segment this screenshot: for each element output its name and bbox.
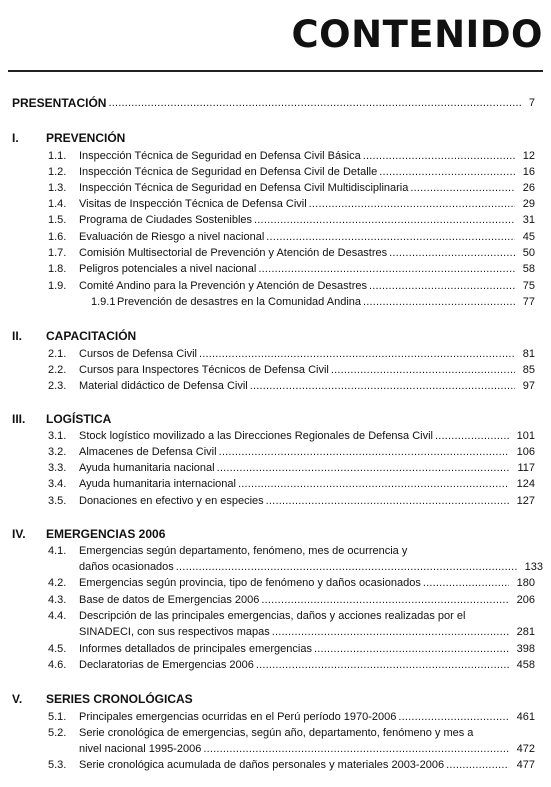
toc-entry-number: 1.5.: [48, 214, 67, 226]
toc-entry-title: Almacenes de Defensa Civil: [79, 446, 217, 458]
toc-entry-title: Serie cronológica acumulada de daños personales y materiales 2003-2006: [79, 759, 445, 771]
toc-entry-title-line: [79, 477, 511, 491]
toc-entry-title-line: [79, 609, 465, 623]
dot-leader: [219, 445, 509, 459]
dot-leader: [266, 230, 515, 244]
toc-entry-title-line: [12, 96, 523, 110]
dot-leader: [108, 96, 521, 110]
toc-entry-number: 3.2.: [48, 446, 67, 458]
toc-entry-title-line: [79, 429, 511, 443]
toc-page-number: 81: [522, 348, 535, 360]
toc-entry-number: 5.2.: [48, 727, 67, 739]
toc-entry-title: Peligros potenciales a nivel nacional: [79, 263, 257, 275]
toc-entry-number: 1.1.: [48, 150, 67, 162]
toc-entry-number: 1.9.: [48, 280, 67, 292]
toc-entry-title: Informes detallados de principales emergencias: [79, 643, 312, 655]
toc-entry-title-line: [79, 642, 511, 656]
dot-leader: [363, 149, 515, 163]
toc-entry-title: Ayuda humanitaria internacional: [79, 478, 236, 490]
toc-entry-title: Donaciones en efectivo y en especies: [79, 495, 264, 507]
toc-entry-number: 1.8.: [48, 263, 67, 275]
section-heading: PREVENCIÓN: [46, 131, 126, 145]
toc-entry-number: 4.2.: [48, 577, 67, 589]
dot-leader: [256, 658, 509, 672]
toc-entry-number: 4.1.: [48, 545, 67, 557]
toc-entry-title: Principales emergencias ocurridas en el Perú período 1970-2006: [79, 711, 397, 723]
toc-page-number: 461: [516, 711, 535, 723]
toc-entry-number: III.: [12, 412, 26, 426]
toc-entry-title-line-2: [79, 625, 511, 639]
toc-page-number: 133: [524, 561, 543, 573]
toc-entry-number: 4.4.: [48, 610, 67, 622]
toc-page-number: 477: [516, 759, 535, 771]
toc-entry-title: Stock logístico movilizado a las Direcciones Regionales de Defensa Civil: [79, 430, 433, 442]
toc-page-number: 281: [516, 626, 535, 638]
toc-entry-number: 4.3.: [48, 594, 67, 606]
toc-entry-title: Emergencias según provincia, tipo de fenómeno y daños ocasionados: [79, 577, 421, 589]
toc-entry-number: IV.: [12, 527, 26, 541]
toc-entry-number: 3.3.: [48, 462, 67, 474]
toc-entry-number: 2.1.: [48, 348, 67, 360]
toc-entry-number: 3.1.: [48, 430, 67, 442]
toc-entry-number: 1.9.1: [91, 296, 116, 308]
toc-page-number: 31: [522, 214, 535, 226]
toc-entry-title-line: [79, 658, 511, 672]
toc-entry-title-line: [79, 181, 517, 195]
toc-entry-number: 3.4.: [48, 478, 67, 490]
toc-entry-title-line: [79, 544, 407, 558]
dot-leader: [266, 494, 509, 508]
toc-entry-title-line: [79, 710, 511, 724]
toc-page-number: 458: [516, 659, 535, 671]
toc-entry-title-continued: daños ocasionados: [79, 561, 174, 573]
dot-leader: [217, 461, 509, 475]
toc-page-number: 26: [522, 182, 535, 194]
toc-entry-number: 2.3.: [48, 380, 67, 392]
toc-entry-title-line: [79, 347, 517, 361]
toc-entry-title: Evaluación de Riesgo a nivel nacional: [79, 231, 265, 243]
toc-entry-title: Ayuda humanitaria nacional: [79, 462, 215, 474]
dot-leader: [254, 213, 515, 227]
toc-page-number: 45: [522, 231, 535, 243]
toc-page-number: 106: [516, 446, 535, 458]
dot-leader: [199, 347, 515, 361]
section-heading: SERIES CRONOLÓGICAS: [46, 692, 193, 706]
toc-page-number: 180: [516, 577, 535, 589]
toc-entry-title-line: [79, 461, 511, 475]
toc-entry-title: Inspección Técnica de Seguridad en Defensa Civil Multidisciplinaria: [79, 182, 409, 194]
dot-leader: [176, 560, 517, 574]
toc-entry-title-line: [79, 593, 511, 607]
toc-entry-title-line: [79, 213, 517, 227]
toc-entry-title-continued: nivel nacional 1995-2006: [79, 743, 202, 755]
toc-page-number: 16: [522, 166, 535, 178]
toc-entry-number: 1.7.: [48, 247, 67, 259]
toc-page-number: 206: [516, 594, 535, 606]
toc-page-number: 101: [516, 430, 535, 442]
toc-entry-number: 1.3.: [48, 182, 67, 194]
toc-entry-title: Serie cronológica de emergencias, según año, departamento, fenómeno y mes a: [79, 727, 474, 739]
toc-entry-number: 1.6.: [48, 231, 67, 243]
dot-leader: [331, 363, 515, 377]
dot-leader: [309, 197, 515, 211]
toc-page-number: 75: [522, 280, 535, 292]
dot-leader: [272, 625, 509, 639]
toc-entry-title: Comité Andino para la Prevención y Atención de Desastres: [79, 280, 367, 292]
toc-entry-title: Inspección Técnica de Seguridad en Defensa Civil Básica: [79, 150, 361, 162]
page-title: CONTENIDO: [291, 13, 543, 56]
toc-page-number: 50: [522, 247, 535, 259]
toc-entry-title-line: [79, 726, 473, 740]
section-heading: CAPACITACIÓN: [46, 329, 137, 343]
toc-page-number: 97: [522, 380, 535, 392]
toc-entry-number: 5.1.: [48, 711, 67, 723]
toc-entry-number: I.: [12, 131, 19, 145]
toc-page-number: 7: [528, 97, 535, 109]
toc-page-number: 12: [522, 150, 535, 162]
toc-page-number: 117: [517, 462, 535, 474]
toc-entry-number: 3.5.: [48, 495, 67, 507]
toc-entry-title-line: [79, 149, 517, 163]
section-heading: LOGÍSTICA: [46, 412, 112, 426]
toc-entry-title: Cursos de Defensa Civil: [79, 348, 197, 360]
toc-entry-title-line: [79, 197, 517, 211]
toc-page-number: 398: [516, 643, 535, 655]
toc-entry-title-line-2: [79, 560, 519, 574]
toc-entry-title-line: [117, 295, 517, 309]
dot-leader: [238, 477, 509, 491]
toc-entry-title: Material didáctico de Defensa Civil: [79, 380, 248, 392]
toc-entry-title-line: [79, 246, 517, 260]
toc-page-number: 85: [522, 364, 535, 376]
toc-entry-title: Descripción de las principales emergencias, daños y acciones realizadas por el: [79, 610, 466, 622]
toc-page-number: 124: [516, 478, 535, 490]
toc-entry-title-line: [79, 230, 517, 244]
toc-entry-number: 4.5.: [48, 643, 67, 655]
toc-entry-title-line: [79, 494, 511, 508]
toc-entry-title: Declaratorias de Emergencias 2006: [79, 659, 254, 671]
toc-page-number: 58: [522, 263, 535, 275]
dot-leader: [369, 279, 515, 293]
dot-leader: [314, 642, 509, 656]
toc-entry-title: Inspección Técnica de Seguridad en Defensa Civil de Detalle: [79, 166, 378, 178]
toc-page-number: 29: [522, 198, 535, 210]
toc-entry-number: 1.2.: [48, 166, 67, 178]
section-heading: EMERGENCIAS 2006: [46, 527, 166, 541]
toc-entry-title: Programa de Ciudades Sostenibles: [79, 214, 253, 226]
dot-leader: [261, 593, 509, 607]
dot-leader: [250, 379, 515, 393]
dot-leader: [258, 262, 515, 276]
toc-entry-title-line: [79, 379, 517, 393]
toc-entry-number: V.: [12, 692, 23, 706]
toc-entry-title: Comisión Multisectorial de Prevención y Atención de Desastres: [79, 247, 388, 259]
toc-entry-number: 5.3.: [48, 759, 67, 771]
toc-page-number: 77: [522, 296, 535, 308]
toc-entry-number: 4.6.: [48, 659, 67, 671]
toc-entry-number: 1.4.: [48, 198, 67, 210]
toc-entry-title-line-2: [79, 742, 511, 756]
toc-entry-title: Visitas de Inspección Técnica de Defensa Civil: [79, 198, 307, 210]
toc-entry-title: Base de datos de Emergencias 2006: [79, 594, 260, 606]
toc-entry-title-line: [79, 445, 511, 459]
toc-entry-title-line: [79, 576, 511, 590]
toc-entry-title-line: [79, 363, 517, 377]
toc-entry-title: Prevención de desastres en la Comunidad Andina: [117, 296, 361, 308]
toc-entry-number: 2.2.: [48, 364, 67, 376]
dot-leader: [398, 710, 509, 724]
dot-leader: [363, 295, 515, 309]
toc-entry-title: Emergencias según departamento, fenómeno, mes de ocurrencia y: [79, 545, 408, 557]
toc-entry-title-line: [79, 758, 511, 772]
toc-page-number: 127: [516, 495, 535, 507]
toc-entry-title-line: [79, 262, 517, 276]
toc-entry-title-continued: SINADECI, con sus respectivos mapas: [79, 626, 270, 638]
toc-entry-title-line: [79, 279, 517, 293]
toc-entry-number: II.: [12, 329, 23, 343]
dot-leader: [203, 742, 509, 756]
toc-entry-title: PRESENTACIÓN: [12, 96, 107, 110]
toc-entry-title: Cursos para Inspectores Técnicos de Defensa Civil: [79, 364, 329, 376]
toc-entry-title-line: [79, 165, 517, 179]
toc-page-number: 472: [516, 743, 535, 755]
